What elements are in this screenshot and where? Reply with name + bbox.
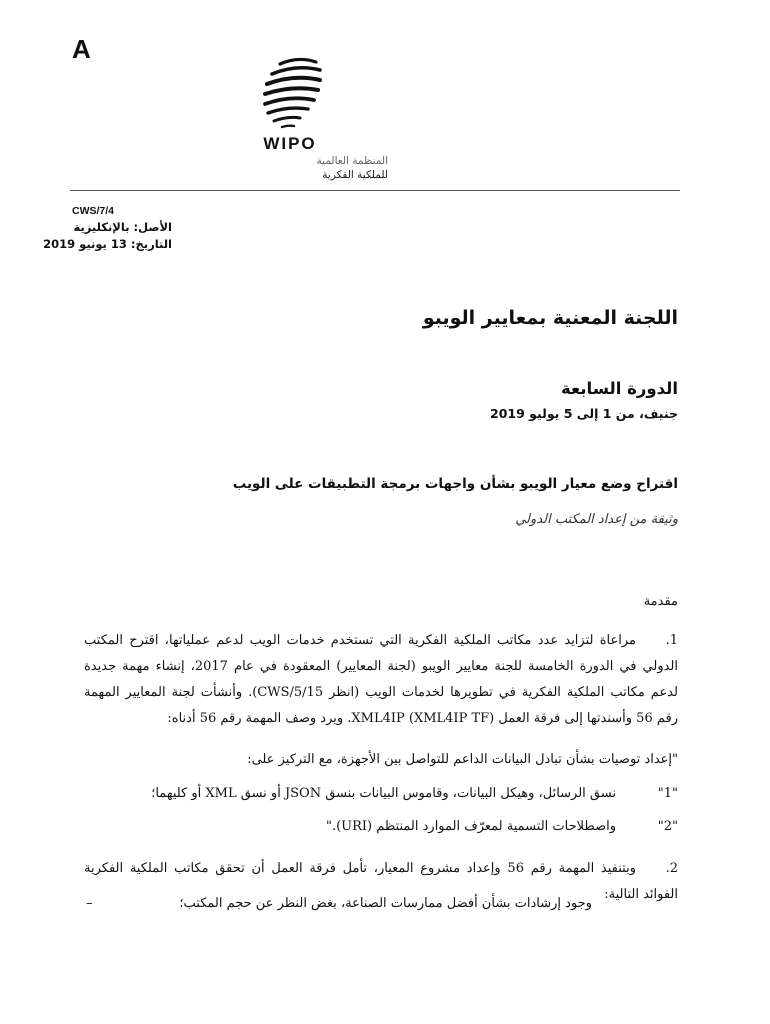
quote-item bbox=[151, 786, 678, 801]
document-meta bbox=[43, 205, 372, 251]
wipo-logo bbox=[238, 50, 388, 190]
document-title: اقتراح وضع معيار الويبو بشأن واجهات برمجة التطبيقات على الويب bbox=[232, 476, 678, 492]
quote-item-number: "1" bbox=[657, 786, 678, 801]
quote-item-number: "2" bbox=[657, 819, 678, 834]
header-divider bbox=[70, 190, 680, 191]
quote-item-text: واصطلاحات التسمية لمعرّف الموارد المنتظم (URI)." bbox=[325, 819, 616, 834]
quote-item bbox=[326, 819, 678, 834]
session-dates: جنيف، من 1 إلى 5 يوليو 2019 bbox=[490, 406, 678, 421]
paragraph-1-number: 1. bbox=[665, 633, 678, 648]
paragraph-2-text: وبتنفيذ المهمة رقم 56 وإعداد مشروع المعيار، تأمل فرقة العمل أن تحقق مكاتب الملكية الفكرية الفوائد التالية: bbox=[84, 861, 678, 902]
bullet-item bbox=[86, 896, 678, 911]
document-code: CWS/7/4 bbox=[72, 205, 115, 217]
logo-arabic-line2: للملكية الفكرية bbox=[322, 169, 388, 181]
quote-item-text: نسق الرسائل، وهيكل البيانات، وقاموس البيانات بنسق JSON أو نسق XML أو كليهما؛ bbox=[151, 786, 616, 801]
quote-intro: "إعداد توصيات بشأن تبادل البيانات الداعم للتواصل بين الأجهزة، مع التركيز على: bbox=[247, 752, 678, 767]
bullet-marker: – bbox=[86, 896, 93, 911]
wipo-logo-text: WIPO bbox=[263, 134, 317, 153]
intro-heading: مقدمة bbox=[643, 594, 678, 609]
wipo-globe-icon bbox=[238, 50, 342, 134]
paragraph-2-number: 2. bbox=[665, 861, 678, 876]
session-title: الدورة السابعة bbox=[561, 379, 678, 398]
paragraph-1-text: مراعاة لتزايد عدد مكاتب الملكية الفكرية التي تستخدم خدمات الويب لدعم عملياتها، اقترح المكتب الدولي في الدورة الخامسة للجنة معايير الويبو (لجنة المعايير) المعقودة في عام 2017، إنشاء مهمة جديدة لدعم مكاتب الملكية الفكرية في تطويرها لخدمات الويب (انظر CWS/5/15). وأنشأت لجنة المعايير المهمة رقم 56 وأسندتها إلى فرقة العمل XML4IP (XML4IP TF). ويرد وصف المهمة رقم 56 أدناه: bbox=[84, 633, 678, 726]
logo-arabic-line1: المنظمة العالمية bbox=[316, 155, 388, 167]
committee-name: اللجنة المعنية بمعايير الويبو bbox=[422, 307, 678, 329]
bullet-text: وجود إرشادات بشأن أفضل ممارسات الصناعة، بغض النظر عن حجم المكتب؛ bbox=[179, 896, 592, 911]
prepared-by: وثيقة من إعداد المكتب الدولي bbox=[515, 512, 678, 527]
original-language: الأصل: بالإنكليزية bbox=[73, 220, 172, 234]
document-date: التاريخ: 13 يونيو 2019 bbox=[43, 237, 172, 251]
paragraph-1 bbox=[84, 628, 678, 732]
language-letter: A bbox=[72, 34, 91, 64]
